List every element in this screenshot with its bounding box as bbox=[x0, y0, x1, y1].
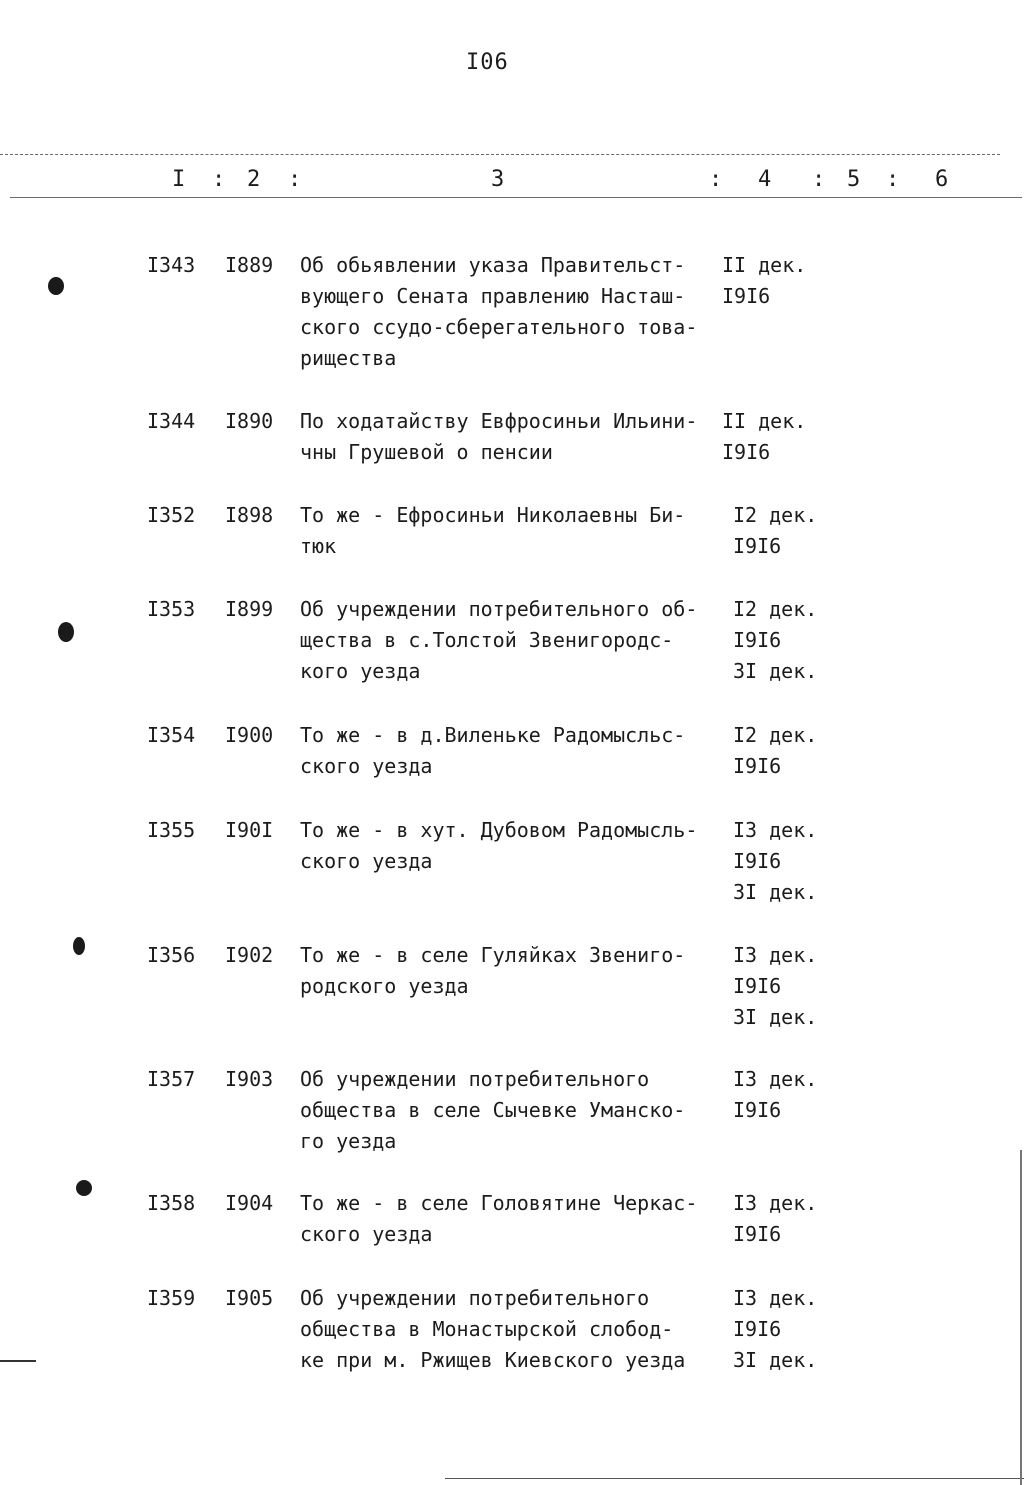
entry-title-line: То же - в хут. Дубовом Радомысль- bbox=[300, 818, 698, 842]
entry-title-line: щества в с.Толстой Звенигородс- bbox=[300, 628, 674, 652]
entry-number: I344 bbox=[147, 409, 196, 433]
column-header-separator: : bbox=[288, 167, 302, 192]
entry-number: I352 bbox=[147, 503, 196, 527]
entry-title-line: То же - в селе Головятине Черкас- bbox=[300, 1191, 698, 1215]
entry-date-line: I2 дек. bbox=[733, 597, 818, 621]
entry-number: I353 bbox=[147, 597, 196, 621]
entry-title-line: ского уезда bbox=[300, 1222, 433, 1246]
punch-hole-mark bbox=[73, 937, 85, 955]
entry-title bbox=[300, 815, 730, 877]
entry-dates bbox=[733, 815, 817, 908]
header-bottom-rule bbox=[10, 197, 1022, 198]
entry-date-line: I3 дек. bbox=[733, 943, 818, 967]
entry-number: I343 bbox=[147, 253, 196, 277]
entry-number: I357 bbox=[147, 1067, 196, 1091]
entry-date-line: I3 дек. bbox=[733, 818, 818, 842]
entry-date-line: 3I дек. bbox=[733, 659, 818, 683]
entry-title bbox=[300, 500, 730, 562]
entry-title-line: общества в Монастырской слобод- bbox=[300, 1317, 674, 1341]
punch-hole-mark bbox=[58, 622, 74, 642]
punch-hole-mark bbox=[76, 1180, 92, 1196]
entry-code: I903 bbox=[225, 1067, 274, 1091]
entry-number: I354 bbox=[147, 723, 196, 747]
column-header-6: 6 bbox=[935, 167, 949, 192]
entry-title-line: ского ссудо-сберегательного това- bbox=[300, 315, 698, 339]
column-header-separator: : bbox=[812, 167, 826, 192]
entry-dates bbox=[733, 500, 817, 562]
punch-hole-mark bbox=[48, 277, 64, 295]
entry-title-line: То же - в д.Виленьке Радомысльс- bbox=[300, 723, 686, 747]
margin-mark bbox=[0, 1360, 36, 1362]
entry-title-line: го уезда bbox=[300, 1129, 397, 1153]
entry-number: I356 bbox=[147, 943, 196, 967]
entry-date-line: I3 дек. bbox=[733, 1067, 818, 1091]
entry-date-line: I9I6 bbox=[733, 754, 782, 778]
entry-date-line: 3I дек. bbox=[733, 880, 818, 904]
entry-code: I904 bbox=[225, 1191, 274, 1215]
entry-title bbox=[300, 594, 730, 687]
page-edge-line bbox=[1020, 1150, 1022, 1485]
column-header-5: 5 bbox=[847, 167, 861, 192]
entry-dates bbox=[733, 1064, 817, 1126]
entry-date-line: I3 дек. bbox=[733, 1191, 818, 1215]
entry-date-line: I9I6 bbox=[733, 628, 782, 652]
entry-code: I900 bbox=[225, 723, 274, 747]
column-header-separator: : bbox=[709, 167, 723, 192]
entry-title bbox=[300, 250, 730, 374]
entry-date-line: I2 дек. bbox=[733, 503, 818, 527]
entry-number: I355 bbox=[147, 818, 196, 842]
entry-dates bbox=[733, 1283, 817, 1376]
column-header-3: 3 bbox=[491, 167, 505, 192]
entry-date-line: I9I6 bbox=[733, 974, 782, 998]
page-number: I06 bbox=[466, 50, 509, 75]
entry-dates bbox=[733, 940, 817, 1033]
entry-title-line: То же - Ефросиньи Николаевны Би- bbox=[300, 503, 686, 527]
entry-date-line: I9I6 bbox=[733, 534, 782, 558]
entry-code: I899 bbox=[225, 597, 274, 621]
entry-code: I902 bbox=[225, 943, 274, 967]
entry-title-line: тюк bbox=[300, 534, 337, 558]
entry-title-line: По ходатайству Евфросиньи Ильини- bbox=[300, 409, 698, 433]
entry-date-line: I9I6 bbox=[722, 440, 771, 464]
entry-code: I890 bbox=[225, 409, 274, 433]
entry-code: I905 bbox=[225, 1286, 274, 1310]
entry-date-line: I9I6 bbox=[733, 1098, 782, 1122]
entry-date-line: I9I6 bbox=[722, 284, 771, 308]
column-header-4: 4 bbox=[758, 167, 772, 192]
entry-dates bbox=[733, 594, 817, 687]
column-header-2: 2 bbox=[247, 167, 261, 192]
entry-date-line: 3I дек. bbox=[733, 1348, 818, 1372]
entry-date-line: I2 дек. bbox=[733, 723, 818, 747]
page-bottom-rule bbox=[445, 1478, 1024, 1479]
entry-dates bbox=[722, 406, 806, 468]
entry-code: I889 bbox=[225, 253, 274, 277]
entry-title-line: родского уезда bbox=[300, 974, 469, 998]
entry-code: I898 bbox=[225, 503, 274, 527]
entry-title-line: То же - в селе Гуляйках Звениго- bbox=[300, 943, 686, 967]
entry-number: I358 bbox=[147, 1191, 196, 1215]
entry-title-line: общества в селе Сычевке Уманско- bbox=[300, 1098, 686, 1122]
entry-title-line: ского уезда bbox=[300, 849, 433, 873]
column-header-1: I bbox=[172, 167, 186, 192]
entry-title-line: Об обьявлении указа Правительст- bbox=[300, 253, 686, 277]
entry-date-line: II дек. bbox=[722, 253, 807, 277]
entry-dates bbox=[733, 1188, 817, 1250]
entry-title bbox=[300, 1283, 730, 1376]
entry-date-line: 3I дек. bbox=[733, 1005, 818, 1029]
entry-code: I90I bbox=[225, 818, 274, 842]
entry-title-line: рищества bbox=[300, 346, 397, 370]
entry-date-line: I9I6 bbox=[733, 849, 782, 873]
entry-title-line: ке при м. Ржищев Киевского уезда bbox=[300, 1348, 686, 1372]
entry-date-line: I9I6 bbox=[733, 1317, 782, 1341]
column-header-separator: : bbox=[212, 167, 226, 192]
entry-title-line: кого уезда bbox=[300, 659, 421, 683]
entry-title bbox=[300, 720, 730, 782]
entry-title-line: Об учреждении потребительного bbox=[300, 1067, 650, 1091]
entry-title bbox=[300, 406, 730, 468]
entry-title-line: ского уезда bbox=[300, 754, 433, 778]
entry-date-line: I3 дек. bbox=[733, 1286, 818, 1310]
entry-title-line: Об учреждении потребительного об- bbox=[300, 597, 698, 621]
entry-dates bbox=[722, 250, 806, 312]
entry-date-line: II дек. bbox=[722, 409, 807, 433]
entry-title-line: вующего Сената правлению Насташ- bbox=[300, 284, 686, 308]
entry-title bbox=[300, 1188, 730, 1250]
entry-number: I359 bbox=[147, 1286, 196, 1310]
column-header-separator: : bbox=[886, 167, 900, 192]
entry-title bbox=[300, 1064, 730, 1157]
entry-title-line: Об учреждении потребительного bbox=[300, 1286, 650, 1310]
entry-date-line: I9I6 bbox=[733, 1222, 782, 1246]
header-top-rule bbox=[0, 154, 1000, 155]
entry-title-line: чны Грушевой о пенсии bbox=[300, 440, 553, 464]
entry-title bbox=[300, 940, 730, 1002]
entry-dates bbox=[733, 720, 817, 782]
